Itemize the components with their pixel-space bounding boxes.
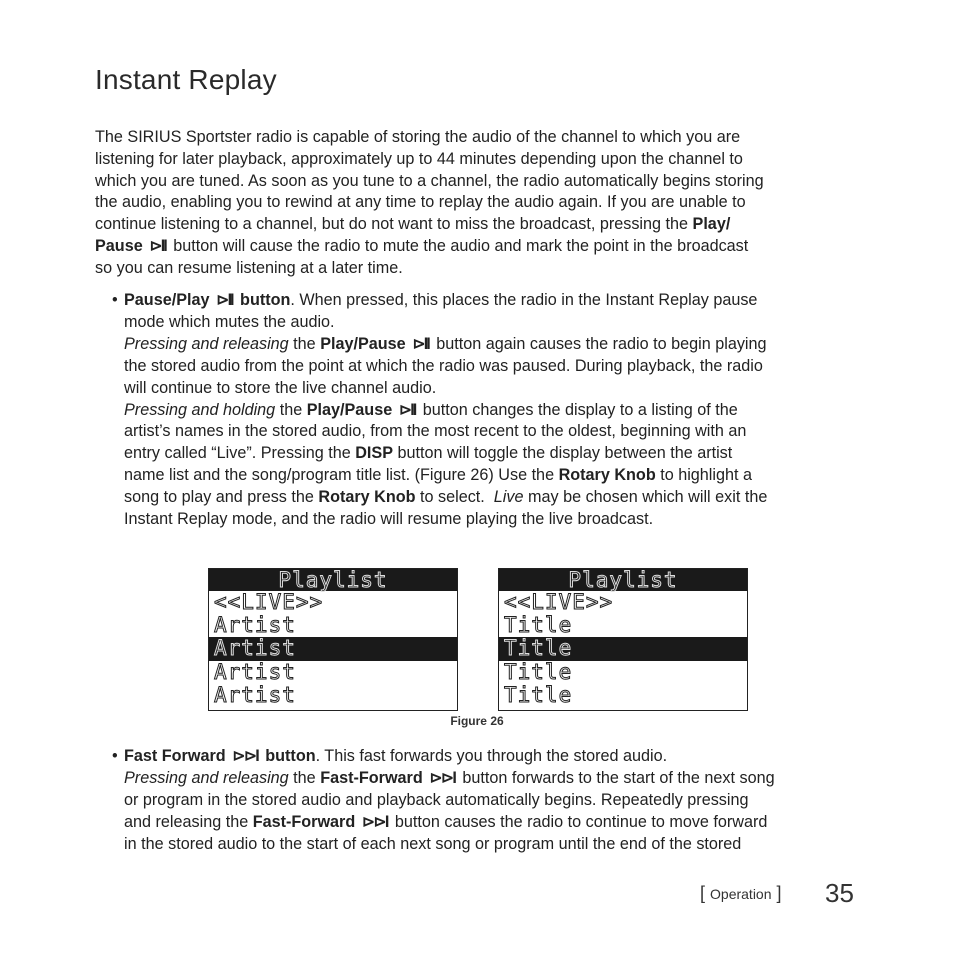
- bullet-pause-play: [112, 290, 872, 531]
- bullet-line: [112, 768, 872, 790]
- lcd-row: Title: [504, 682, 573, 707]
- lcd-row: Title: [504, 659, 573, 684]
- footer-section: [700, 883, 782, 904]
- lcd-row: Title: [504, 613, 573, 638]
- play-pause-label: Play/Pause: [306, 400, 397, 419]
- bracket-close: ]: [771, 883, 782, 903]
- play-pause-label: Play/Pause: [320, 334, 411, 353]
- play-pause-icon: ⊳II: [149, 236, 166, 255]
- bullet-text: song to play and press the: [124, 488, 319, 507]
- bullet-text: button changes the display to a listing of the: [418, 400, 738, 419]
- bullet-line: or program in the stored audio and playback automatically begins. Repeatedly pressing: [124, 790, 749, 809]
- bullet-text: to highlight a: [655, 466, 752, 485]
- bullet-line: [112, 746, 872, 768]
- intro-text: button will cause the radio to mute the audio and mark the point in the broadcast: [168, 236, 749, 255]
- bullet-fast-forward: [112, 746, 872, 856]
- bullet-text: entry called “Live”. Pressing the: [124, 444, 356, 463]
- fast-forward-icon: ⊳⊳I: [232, 747, 258, 765]
- lcd-screen-title: [498, 568, 748, 711]
- lcd-screen-artist: [208, 568, 458, 711]
- bullet-text: to select.: [415, 488, 494, 507]
- page-title: Instant Replay: [95, 64, 277, 95]
- lcd-row-selected: Artist: [209, 637, 457, 660]
- fast-forward-label: Fast-Forward: [320, 768, 428, 787]
- play-pause-icon: ⊳II: [412, 334, 429, 353]
- lcd-header: Playlist: [499, 569, 747, 591]
- lcd-row: Artist: [214, 659, 296, 684]
- intro-line: The SIRIUS Sportster radio is capable of storing the audio of the channel to which you are: [95, 128, 741, 146]
- bullet-line: [112, 290, 872, 312]
- bullet-text: . This fast forwards you through the stored audio.: [315, 747, 668, 765]
- italic-text: Pressing and releasing: [124, 334, 289, 353]
- page-number: 35: [825, 878, 854, 908]
- pause-label: Pause: [95, 236, 148, 255]
- intro-line: [95, 236, 865, 258]
- bullet-line: will continue to store the live channel audio.: [124, 378, 437, 397]
- bullet-text: and releasing the: [124, 812, 253, 831]
- intro-line: [95, 214, 865, 236]
- bullet-text: button forwards to the start of the next song: [457, 768, 775, 787]
- lcd-row: Artist: [214, 613, 296, 638]
- lcd-row-selected: Title: [499, 637, 747, 660]
- bullet-line: Instant Replay mode, and the radio will resume playing the live broadcast.: [124, 510, 654, 529]
- pause-play-label: Pause/Play: [124, 291, 214, 309]
- bullet-text: may be chosen which will exit the: [523, 488, 768, 507]
- bullet-line: mode which mutes the audio.: [124, 312, 335, 331]
- play-pause-label: Play/: [692, 215, 731, 234]
- bullet-line: [112, 400, 872, 422]
- bullet-line: [112, 812, 872, 834]
- rotary-knob-label: Rotary Knob: [318, 488, 416, 507]
- bullet-line: [112, 334, 872, 356]
- bullet-dot: •: [112, 747, 118, 765]
- lcd-row: Artist: [214, 682, 296, 707]
- bullet-line: [112, 443, 872, 465]
- intro-line: so you can resume listening at a later time.: [95, 258, 403, 277]
- bullet-text: . When pressed, this places the radio in the Instant Replay pause: [290, 291, 758, 309]
- bullet-line: in the stored audio to the start of each next song or program until the end of the stored: [124, 834, 742, 853]
- bullet-line: [112, 465, 872, 487]
- bullet-text: name list and the song/program title list. (Figure 26) Use the: [124, 466, 559, 485]
- bracket-open: [: [700, 883, 711, 903]
- italic-text: Pressing and holding: [124, 400, 276, 419]
- intro-line: the audio, enabling you to rewind at any time to replay the audio again. If you are unable to: [95, 193, 746, 212]
- lcd-row: <<LIVE>>: [214, 590, 324, 614]
- bullet-text: the: [275, 400, 307, 419]
- fast-forward-label: Fast Forward: [124, 747, 231, 765]
- figure-caption: Figure 26: [450, 714, 504, 728]
- rotary-knob-label: Rotary Knob: [558, 466, 656, 485]
- bullet-text: button causes the radio to continue to move forward: [390, 812, 768, 831]
- intro-line: listening for later playback, approximately up to 44 minutes depending upon the channel to: [95, 149, 743, 168]
- play-pause-icon: ⊳II: [398, 400, 416, 419]
- bullet-line: artist’s names in the stored audio, from the most recent to the oldest, beginning with an: [124, 422, 747, 441]
- bullet-line: the stored audio from the point at which the radio was paused. During playback, the radio: [124, 356, 763, 375]
- bullet-text: button again causes the radio to begin playing: [431, 334, 767, 353]
- bullet-dot: •: [112, 291, 118, 309]
- intro-line: which you are tuned. As soon as you tune to a channel, the radio automatically begins storing: [95, 171, 764, 190]
- italic-text: Pressing and releasing: [124, 768, 289, 787]
- bullet-line: [112, 487, 872, 509]
- fast-forward-icon: ⊳⊳I: [361, 812, 388, 831]
- bullet-text: the: [288, 334, 321, 353]
- lcd-header: Playlist: [209, 569, 457, 591]
- button-label: button: [235, 291, 291, 309]
- italic-text: Live: [493, 488, 524, 507]
- button-label: button: [260, 747, 316, 765]
- bullet-text: the: [288, 768, 321, 787]
- bullet-text: button will toggle the display between the artist: [393, 444, 733, 463]
- lcd-row: <<LIVE>>: [504, 590, 614, 614]
- section-label: Operation: [710, 886, 772, 902]
- play-pause-icon: ⊳II: [216, 291, 233, 309]
- disp-label: DISP: [355, 444, 394, 463]
- intro-text: continue listening to a channel, but do not want to miss the broadcast, pressing the: [95, 215, 693, 234]
- fast-forward-icon: ⊳⊳I: [429, 768, 455, 787]
- fast-forward-label: Fast-Forward: [252, 812, 360, 831]
- intro-paragraph: [95, 127, 865, 280]
